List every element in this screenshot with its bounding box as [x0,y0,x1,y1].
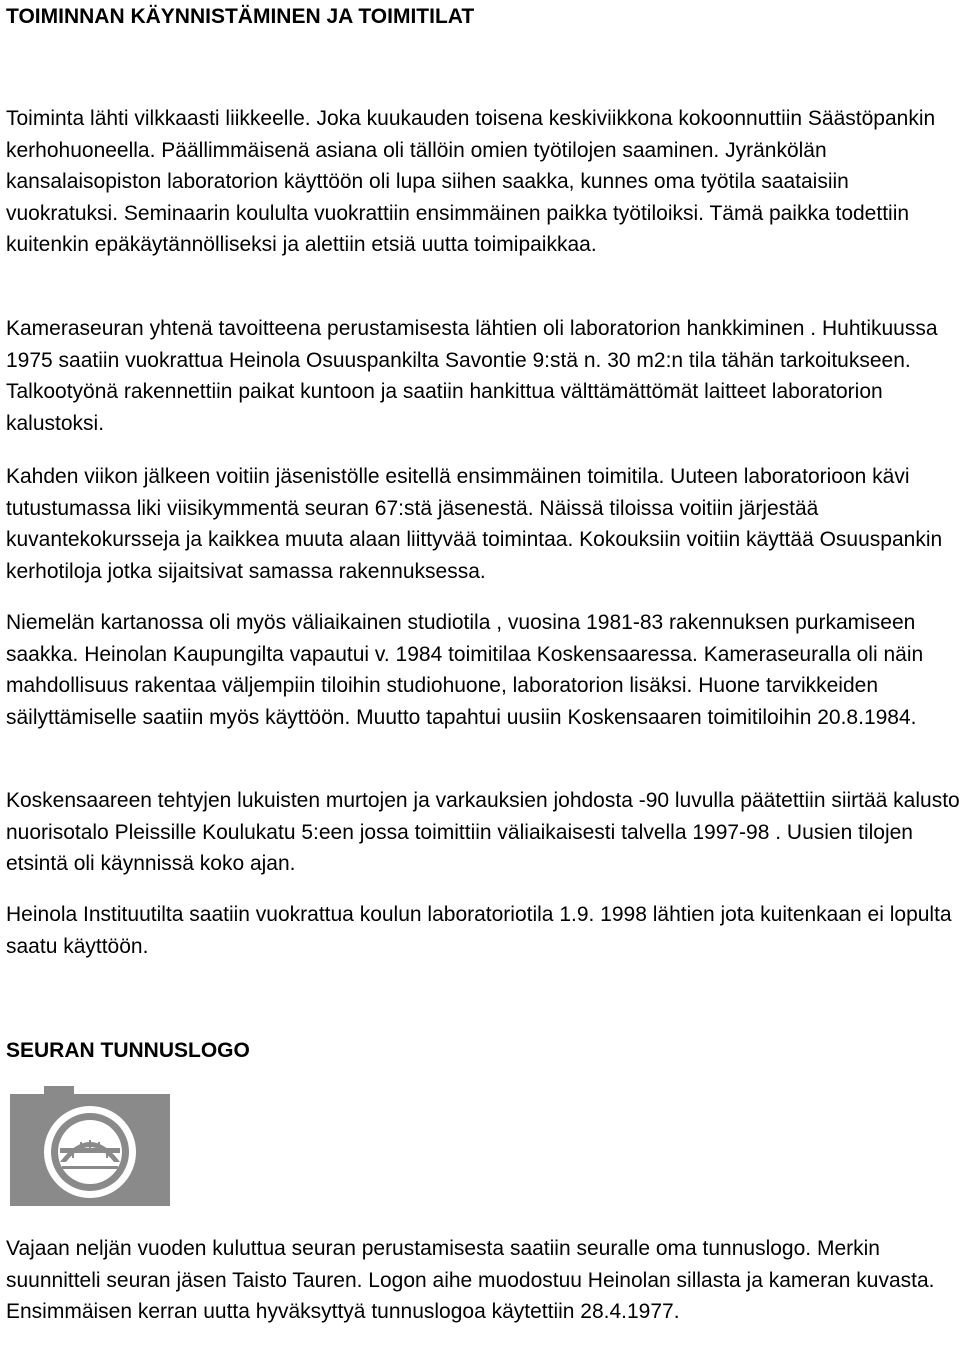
section-heading-logo: SEURAN TUNNUSLOGO [6,1039,250,1062]
paragraph-heinola-institute: Heinola Instituutilta saatiin vuokrattua koulun laboratoriotila 1.9. 1998 lähtien jota kuitenkaan ei lopulta saatu käyttöön. [6,903,952,958]
camera-bridge-logo-icon [10,1086,170,1206]
paragraph-logo: Vajaan neljän vuoden kuluttua seuran perustamisesta saatiin seuralle oma tunnuslogo. Merkin suunnitteli seuran jäsen Taisto Tauren. Logon aihe muodostuu Heinolan sillasta ja kameran kuvasta. Ensimmäisen kerran uutta hyväksyttyä tunnuslogoa käytettiin 28.4.1977. [6,1237,935,1324]
paragraph-laboratory: Kameraseuran yhtenä tavoitteena perustamisesta lähtien oli laboratorion hankkiminen . Huhtikuussa 1975 saatiin vuokrattua Heinola Osuuspankilta Savontie 9:stä n. 30 m2:n tila tähän tarkoitukseen. Talkootyönä rakennettiin paikat kuntoon ja saatiin hankittua välttämättömät laitteet laboratorion kalustoksi. [6,317,938,435]
paragraph-first-premises: Kahden viikon jälkeen voitiin jäsenistölle esitellä ensimmäinen toimitila. Uuteen laboratorioon kävi tutustumassa liki viisikymmentä seuran 67:stä jäsenestä. Näissä tiloissa voitiin järjestää kuvantekokursseja ja kaikkea muuta alaan liittyvää toimintaa. Kokouksiin voitiin käyttää Osuuspankin kerhotiloja jotka sijaitsivat samassa rakennuksessa. [6,465,943,583]
section-heading-facilities: TOIMINNAN KÄYNNISTÄMINEN JA TOIMITILAT [6,5,475,28]
paragraph-koskensaari: Niemelän kartanossa oli myös väliaikainen studiotila , vuosina 1981-83 rakennuksen purkamiseen saakka. Heinolan Kaupungilta vapautui v. 1984 toimitilaa Koskensaaressa. Kameraseuralla oli näin mahdollisuus rakentaa väljempiin tiloihin studiohuone, laboratorion lisäksi. Huone tarvikkeiden säilyttämiselle saatiin myös käyttöön. Muutto tapahtui uusiin Koskensaaren toimitiloihin 20.8.1984. [6,611,924,729]
paragraph-start: Toiminta lähti vilkkaasti liikkeelle. Joka kuukauden toisena keskiviikkona kokoonnuttiin Säästöpankin kerhohuoneella. Päällimmäisenä asiana oli tällöin omien työtilojen saaminen. Jyränkölän kansalaisopiston laboratorion käyttöön oli lupa siihen saakka, kunnes oma työtila saataisiin vuokratuksi. Seminaarin koululta vuokrattiin ensimmäinen paikka työtiloiksi. Tämä paikka todettiin kuitenkin epäkäytännölliseksi ja alettiin etsiä uutta toimipaikkaa. [6,107,936,257]
paragraph-pleissi: Koskensaareen tehtyjen lukuisten murtojen ja varkauksien johdosta -90 luvulla päätettiin siirtää kalusto nuorisotalo Pleissille Koulukatu 5:een jossa toimittiin väliaikaisesti talvella 1997-98 . Uusien tilojen etsintä oli käynnissä koko ajan. [6,789,960,876]
